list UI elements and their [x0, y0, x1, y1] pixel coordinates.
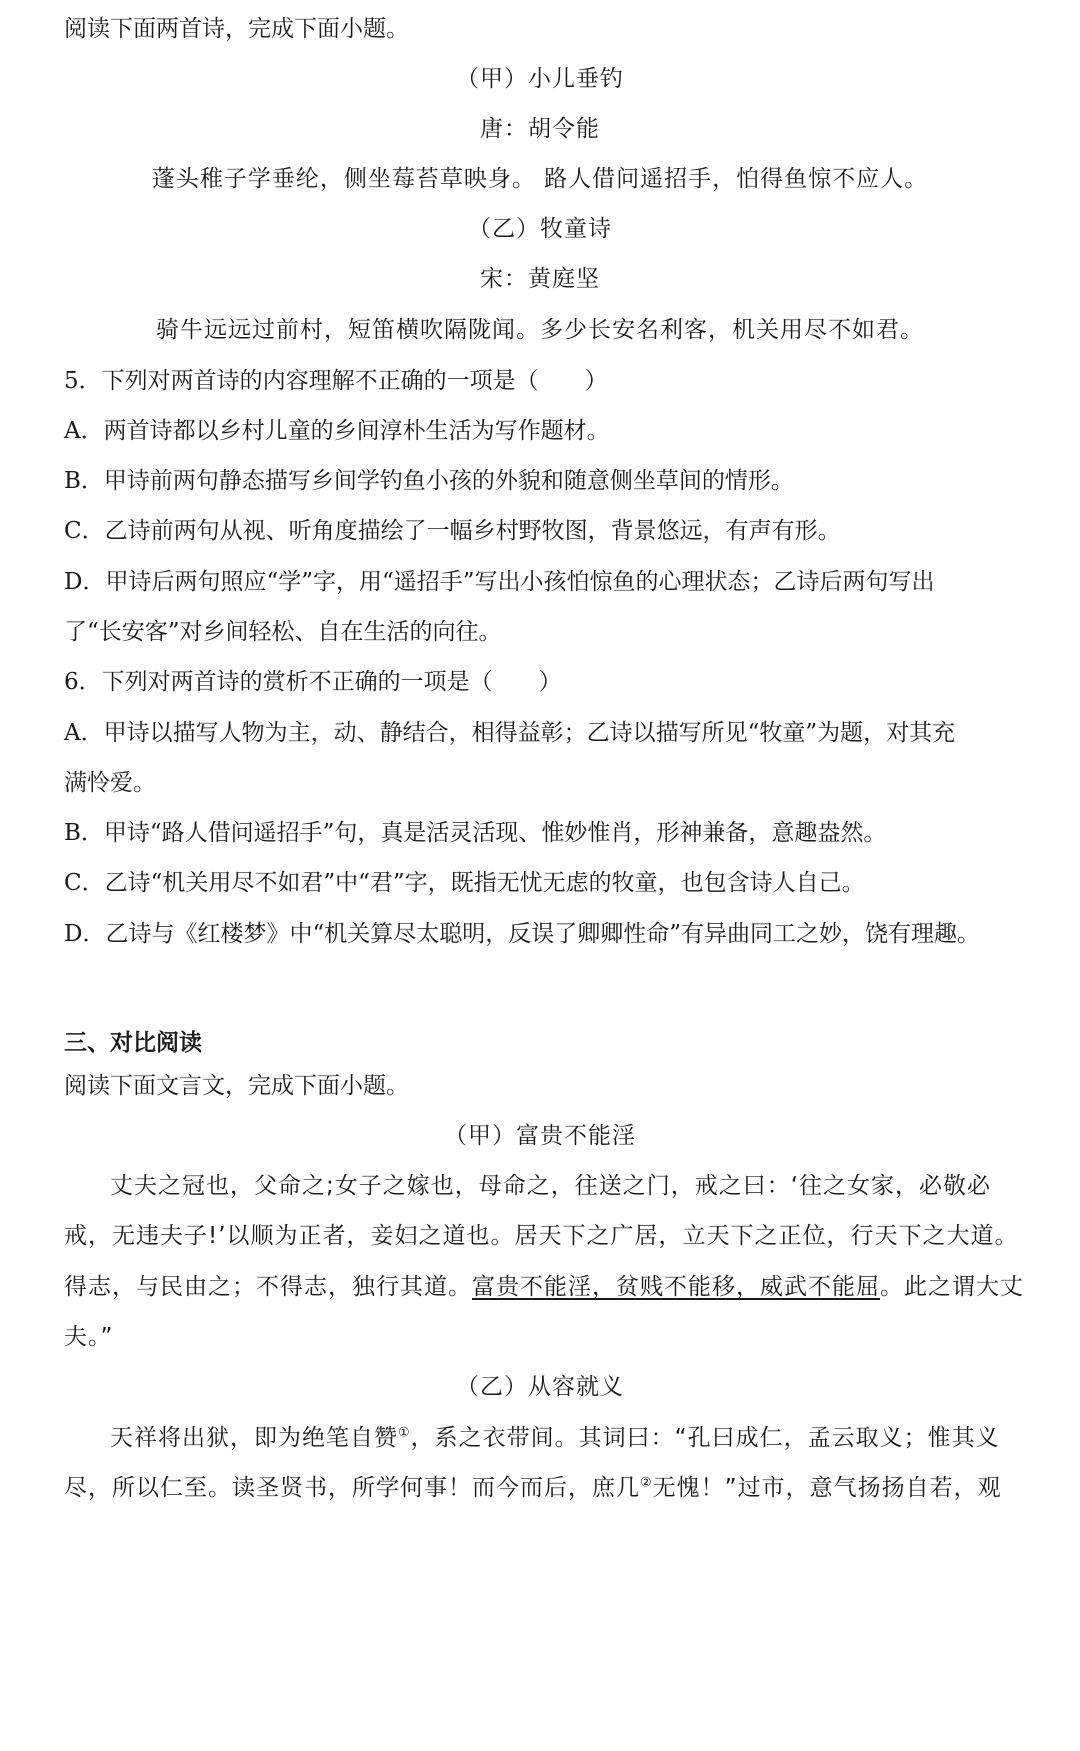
text1-line3 — [64, 1272, 1054, 1302]
q6-stem: 6．下列对两首诗的赏析不正确的一项是（ ） — [64, 669, 562, 695]
text2-line1 — [110, 1423, 1054, 1453]
q5-stem: 5．下列对两首诗的内容理解不正确的一项是（ ） — [64, 368, 608, 394]
text1-line3-end: 。此之谓大丈 — [880, 1274, 1024, 1300]
q5-option-c: C．乙诗前两句从视、听角度描绘了一幅乡村野牧图，背景悠远，有声有形。 — [64, 518, 841, 544]
poem1-text: 蓬头稚子学垂纶，侧坐莓苔草映身。 路人借问遥招手，怕得鱼惊不应人。 — [151, 166, 929, 192]
text2-title: （乙）从容就义 — [456, 1374, 624, 1400]
text2-line1-end: ，系之衣带间。其词曰：“孔曰成仁，孟云取义；惟其义 — [410, 1425, 1000, 1451]
footnote-marker-1: ① — [398, 1425, 411, 1441]
text1-line2: 戒，无违夫子!’以顺为正者，妾妇之道也。居天下之广居，立天下之正位，行天下之大道。 — [64, 1223, 1019, 1249]
poem2-title: （乙）牧童诗 — [468, 216, 612, 242]
text2-line2 — [64, 1473, 1054, 1503]
classical-instruction: 阅读下面文言文，完成下面小题。 — [64, 1073, 409, 1099]
q5-option-d-line1: D．甲诗后两句照应“学”字，用“遥招手”写出小孩怕惊鱼的心理状态；乙诗后两句写出 — [64, 569, 935, 595]
text1-title: （甲）富贵不能淫 — [444, 1123, 636, 1149]
poem2-text: 骑牛远远过前村，短笛横吹隔陇闻。多少长安名利客，机关用尽不如君。 — [156, 317, 924, 343]
text2-line1-start: 天祥将出狱，即为绝笔自赞 — [110, 1425, 398, 1451]
underlined-phrase: 富贵不能淫，贫贱不能移，威武不能屈 — [472, 1274, 880, 1300]
poem-instruction: 阅读下面两首诗，完成下面小题。 — [64, 16, 409, 42]
footnote-marker-2: ② — [640, 1475, 653, 1491]
text1-line3-start: 得志，与民由之；不得志，独行其道。 — [64, 1274, 472, 1300]
text1-line1: 丈夫之冠也，父命之;女子之嫁也，母命之，往送之门，戒之曰：‘往之女家，必敬必 — [110, 1173, 992, 1199]
q6-option-b: B．甲诗“路人借问遥招手”句，真是活灵活现、惟妙惟肖，形神兼备，意趣盎然。 — [64, 820, 887, 846]
q6-option-d: D．乙诗与《红楼梦》中“机关算尽太聪明，反误了卿卿性命”有异曲同工之妙，饶有理趣。 — [64, 921, 980, 947]
poem1-author: 唐：胡令能 — [480, 116, 600, 142]
text1-line4: 夫。” — [64, 1324, 114, 1350]
q6-option-c: C．乙诗“机关用尽不如君”中“君”字，既指无忧无虑的牧童，也包含诗人自己。 — [64, 870, 865, 896]
q5-option-d-line2: 了“长安客”对乡间轻松、自在生活的向往。 — [64, 619, 502, 645]
poem1-title: （甲）小儿垂钓 — [456, 66, 624, 92]
text2-line2-end: 无愧！”过市，意气扬扬自若，观 — [652, 1475, 1002, 1501]
q5-option-b: B．甲诗前两句静态描写乡间学钓鱼小孩的外貌和随意侧坐草间的情形。 — [64, 468, 794, 494]
poem2-author: 宋：黄庭坚 — [480, 266, 600, 292]
text2-line2-start: 尽，所以仁至。读圣贤书，所学何事！而今而后，庶几 — [64, 1475, 640, 1501]
q6-option-a-line2: 满怜爱。 — [64, 770, 156, 796]
q5-option-a: A．两首诗都以乡村儿童的乡间淳朴生活为写作题材。 — [64, 418, 610, 444]
q6-option-a-line1: A．甲诗以描写人物为主，动、静结合，相得益彰；乙诗以描写所见“牧童”为题，对其充 — [64, 720, 956, 746]
section-heading: 三、对比阅读 — [64, 1029, 202, 1056]
